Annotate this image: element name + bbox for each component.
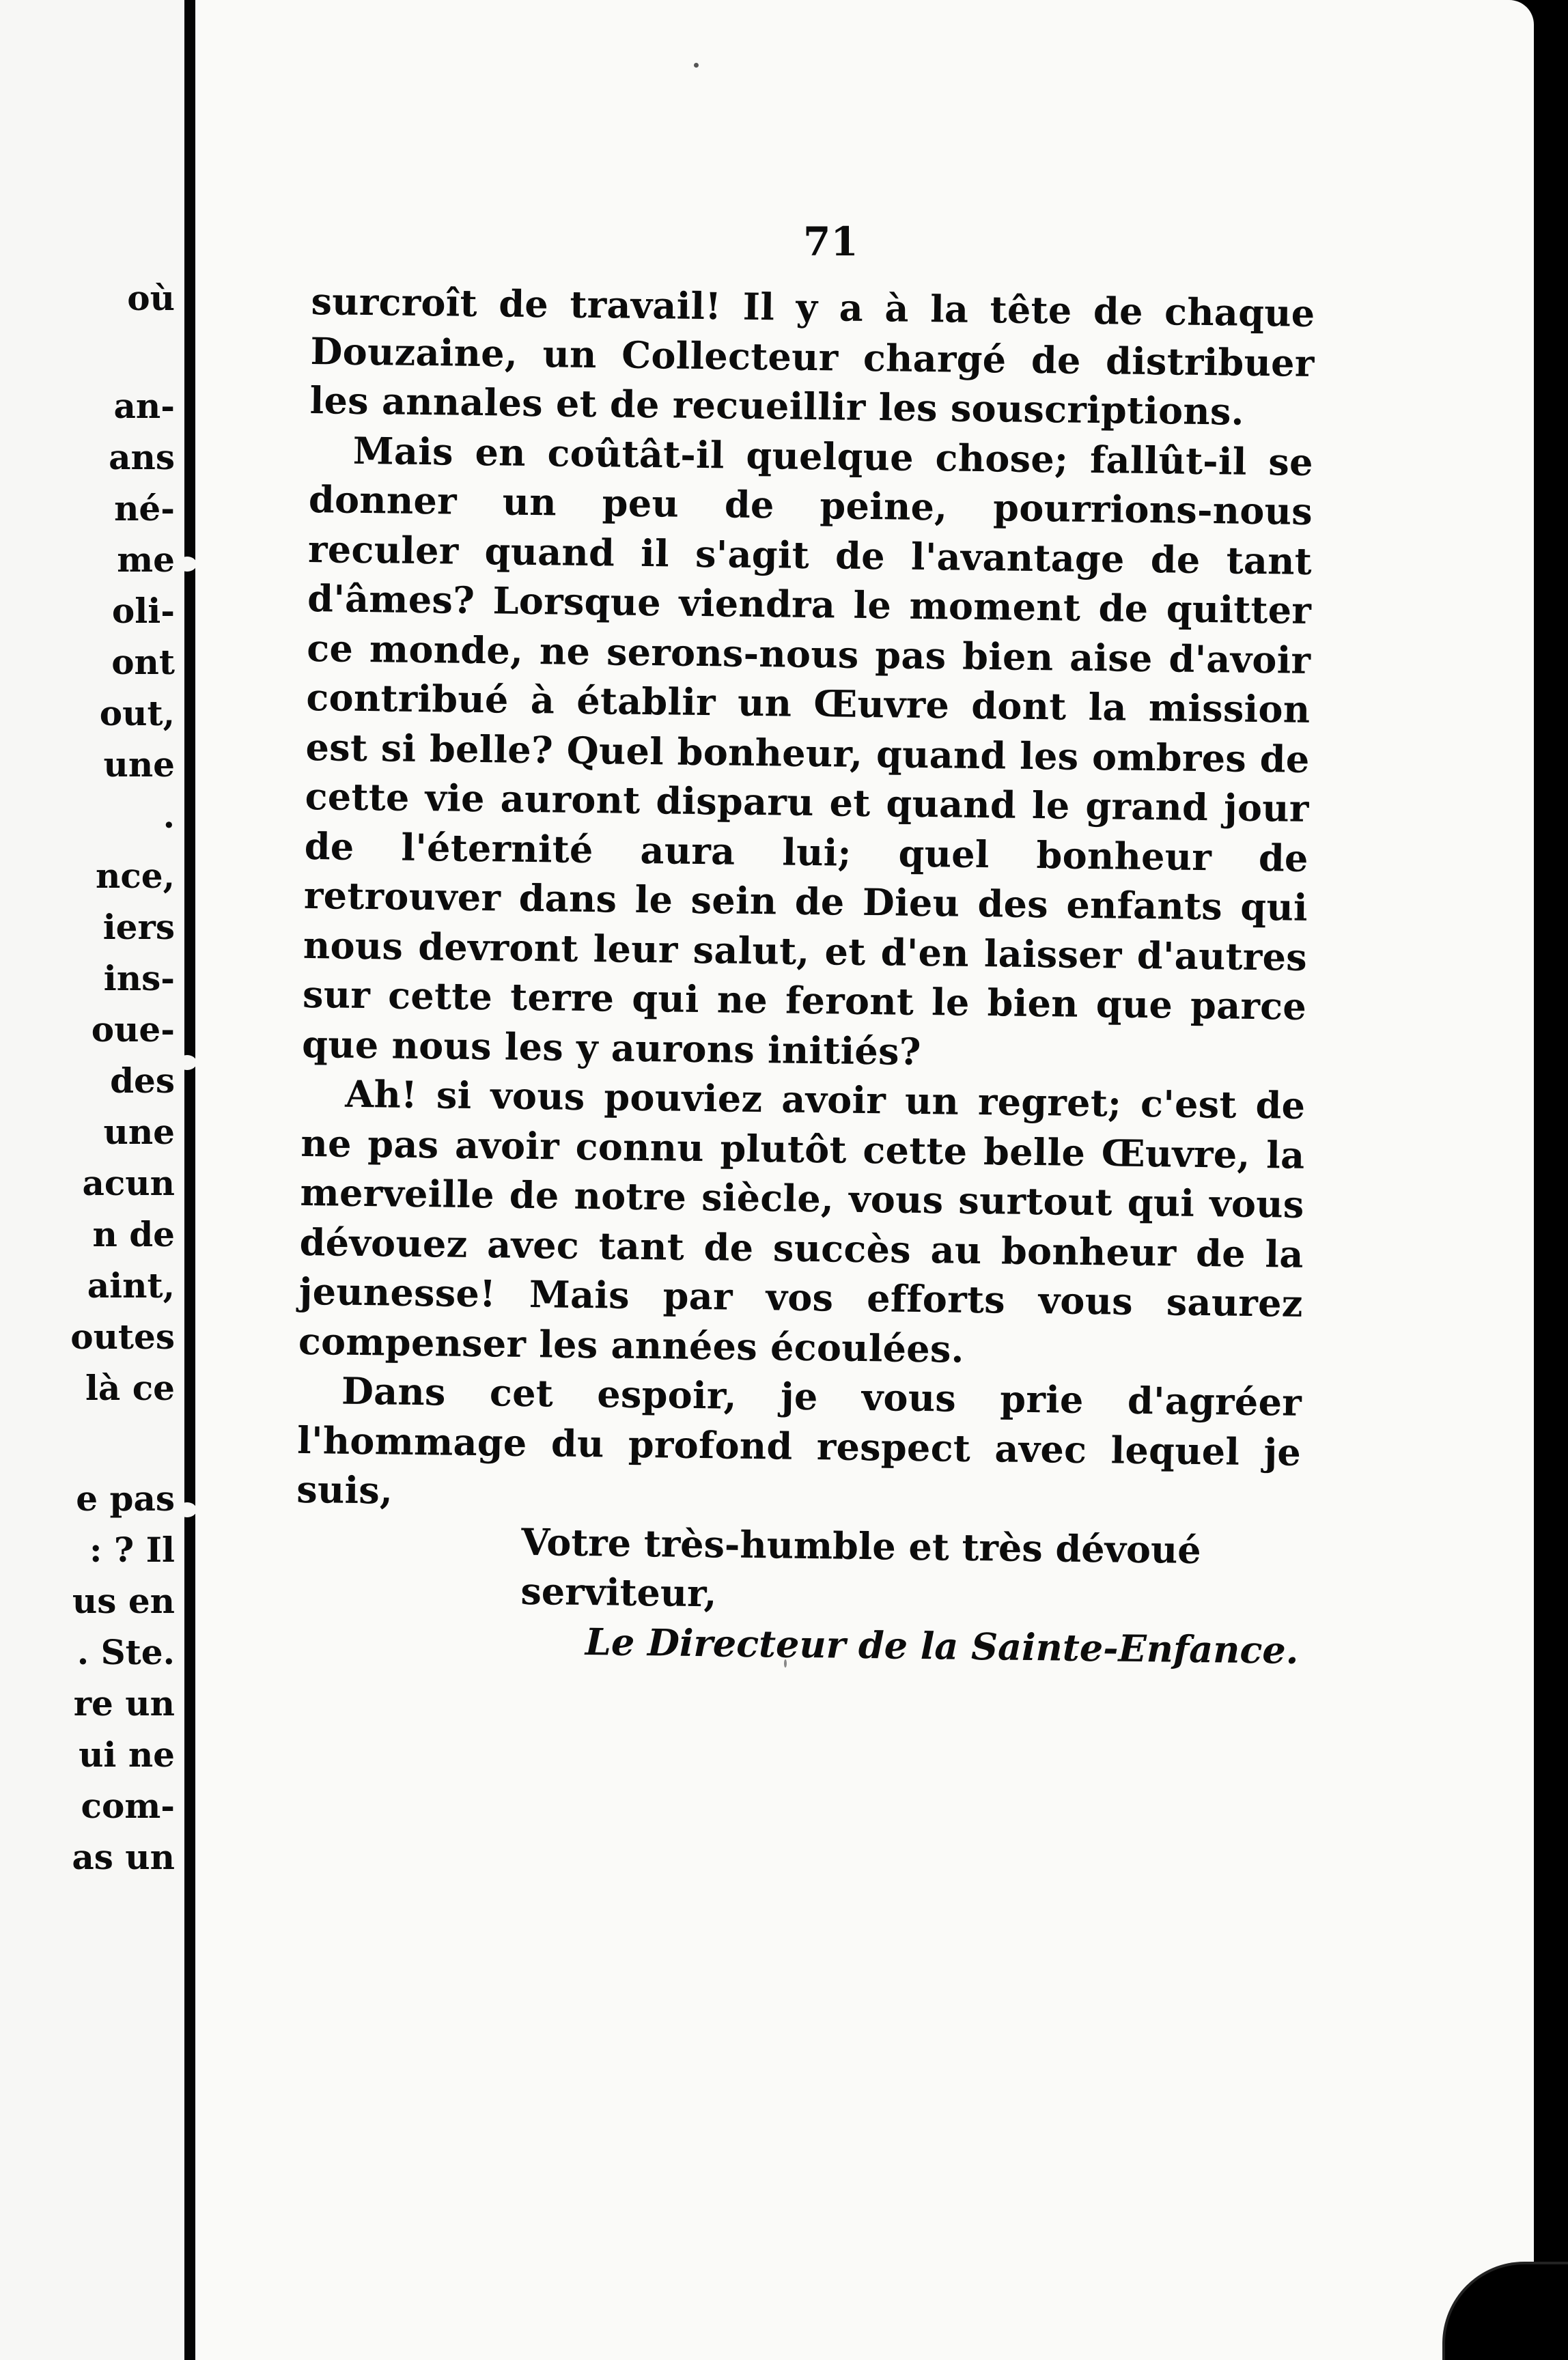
- book-spine: [184, 0, 195, 2360]
- paragraph: surcroît de travail! Il y a à la tête de chaque Douzaine, un Collecteur chargé de distribuer les annales et de recueillir les souscriptions.: [309, 279, 1315, 434]
- signature: Le Directeur de la Sainte-Enfance.: [585, 1619, 1299, 1672]
- page-body: [294, 277, 1315, 1675]
- prev-page-fragment: n de: [92, 1214, 175, 1254]
- prev-page-fragment: .: [163, 796, 175, 836]
- prev-page-fragment: outes: [70, 1317, 175, 1357]
- paragraph: Mais en coûtât-il quelque chose; fallût-il se donner un peu de peine, pourrions-nous reculer quand il s'agit de l'avantage de tant d'âmes? Lorsque viendra le moment de quitter ce monde, ne serons-nous pas bien aise d'avoir contribué à établir un Œuvre dont la mission est si belle? Quel bonheur, quand les ombres de cette vie auront disparu et quand le grand jour de l'éternité aura lui; quel bonheur de retrouver dans le sein de Dieu des enfants qui nous devront leur salut, et d'en laisser d'autres sur cette terre qui ne feront le bien que parce que nous les y aurons initiés?: [301, 428, 1314, 1073]
- prev-page-fragment: . Ste.: [76, 1632, 175, 1672]
- prev-page-fragment: nce,: [95, 856, 175, 896]
- prev-page-fragment: une: [103, 1112, 175, 1152]
- prev-page-fragment: oue-: [91, 1009, 175, 1050]
- paragraph: Ah! si vous pouviez avoir un regret; c'est de ne pas avoir connu plutôt cette belle Œuvre, la merveille de notre siècle, vous surtout qui vous dévouez avec tant de succès au bonheur de la jeunesse! Mais par vos efforts vous saurez compenser les années écoulées.: [298, 1071, 1306, 1371]
- paragraph: Dans cet espoir, je vous prie d'agréer l'hommage du profond respect avec lequel je suis,: [296, 1368, 1302, 1513]
- previous-page-edge: [0, 0, 184, 2360]
- prev-page-fragment: us en: [72, 1581, 175, 1621]
- prev-page-fragment: e pas: [76, 1478, 175, 1519]
- prev-page-fragment: des: [110, 1060, 175, 1101]
- page-number: 71: [803, 219, 858, 265]
- prev-page-fragment: out,: [99, 693, 175, 733]
- prev-page-fragment: re un: [73, 1683, 175, 1724]
- prev-page-fragment: une: [103, 744, 175, 785]
- prev-page-fragment: com-: [81, 1786, 175, 1826]
- spine-notch: [178, 1055, 197, 1070]
- prev-page-fragment: : ? Il: [89, 1530, 175, 1570]
- spine-notch: [178, 557, 197, 572]
- prev-page-fragment: ans: [109, 437, 175, 477]
- spine-notch: [178, 1502, 197, 1517]
- prev-page-fragment: an-: [113, 386, 175, 426]
- prev-page-fragment: ins-: [103, 958, 175, 998]
- prev-page-fragment: oli-: [111, 591, 175, 631]
- prev-page-fragment: aint,: [87, 1265, 175, 1306]
- prev-page-fragment: là ce: [85, 1368, 175, 1408]
- prev-page-fragment: as un: [72, 1837, 175, 1877]
- book-page: [195, 0, 1534, 2360]
- prev-page-fragment: ont: [111, 642, 175, 682]
- prev-page-fragment: où: [127, 278, 175, 318]
- prev-page-fragment: iers: [102, 907, 175, 947]
- prev-page-fragment: acun: [82, 1163, 175, 1203]
- prev-page-fragment: me: [117, 539, 175, 580]
- paper-speck: [694, 63, 699, 68]
- prev-page-fragment: né-: [114, 488, 175, 529]
- prev-page-fragment: ui ne: [79, 1734, 175, 1775]
- closing-formula: Votre très-humble et très dévoué serviteur,: [520, 1519, 1202, 1616]
